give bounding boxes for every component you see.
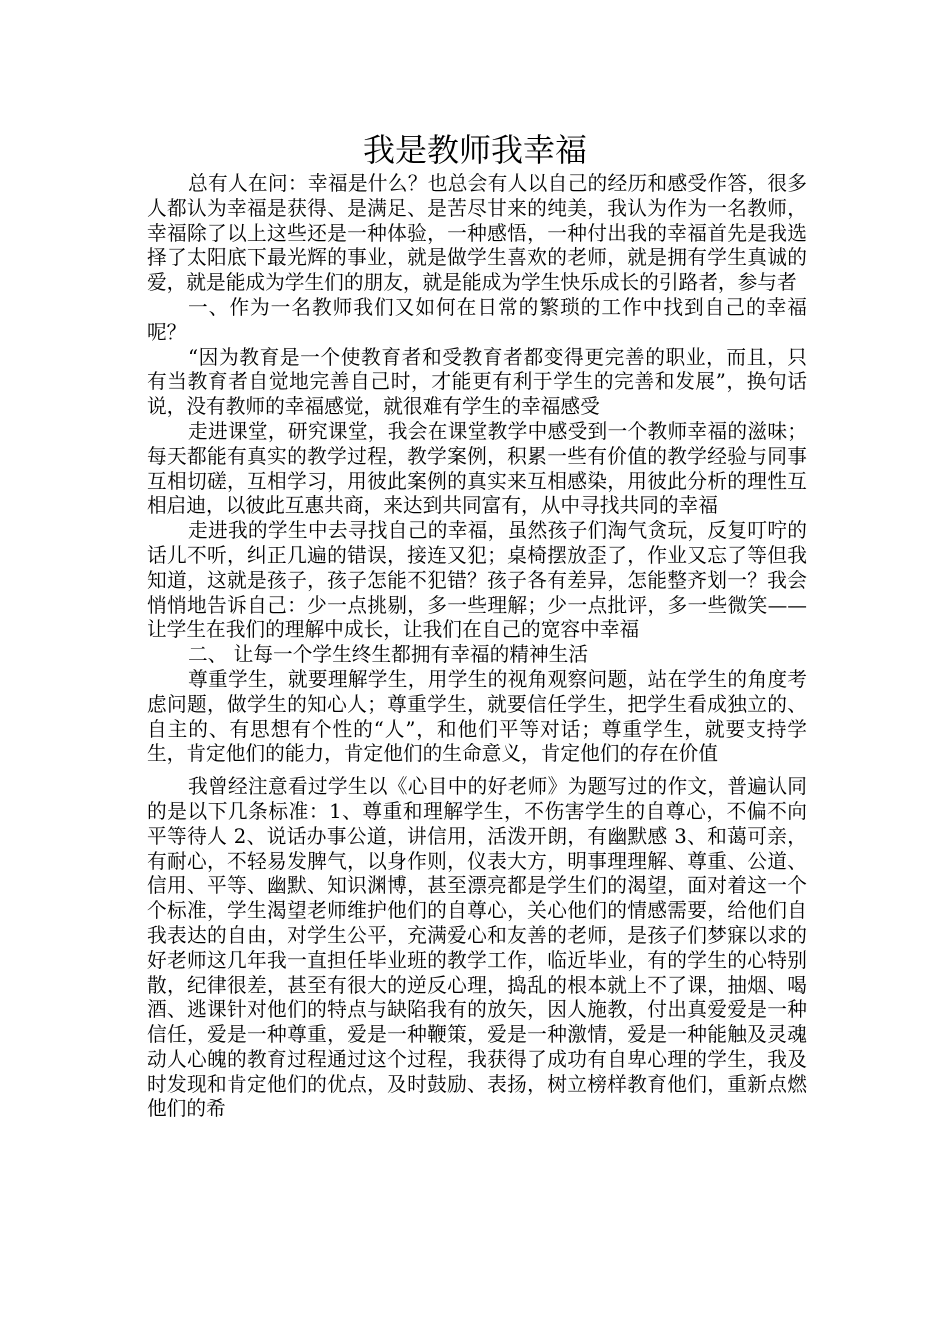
paragraph-intro: 总有人在问：幸福是什么？也总会有人以自己的经历和感受作答，很多人都认为幸福是获得、是满足、是苦尽甘来的纯美，我认为作为一名教师，幸福除了以上这些还是一种体验，一种感悟，一种付出我的幸福首先是我选择了太阳底下最光辉的事业，就是做学生喜欢的老师，就是拥有学生真诚的爱，就是能成为学生们的朋友，就是能成为学生快乐成长的引路者，参与者 (147, 172, 807, 295)
paragraph-section-one-heading: 一、作为一名教师我们又如何在日常的繁琐的工作中找到自己的幸福呢？ (147, 295, 807, 344)
document-body (147, 172, 807, 1122)
document-title: 我是教师我幸福 (362, 131, 587, 169)
paragraph-section-two-heading: 二、 让每一个学生终生都拥有幸福的精神生活 (188, 643, 589, 667)
paragraph-students: 走进我的学生中去寻找自己的幸福，虽然孩子们淘气贪玩，反复叮咛的话儿不听，纠正几遍的错误，接连又犯；桌椅摆放歪了，作业又忘了等但我知道，这就是孩子，孩子怎能不犯错？孩子各有差异，怎能整齐划一？我会悄悄地告诉自己：少一点挑剔，多一些理解；少一点批评，多一些微笑——让学生在我们的理解中成长，让我们在自己的宽容中幸福 (147, 519, 807, 642)
paragraph-good-teacher: 我曾经注意看过学生以《心目中的好老师》为题写过的作文，普遍认同的是以下几条标准：1、尊重和理解学生，不伤害学生的自尊心，不偏不向平等待人 2、说话办事公道，讲信用，活泼开朗，有幽默感 3、和蔼可亲，有耐心，不轻易发脾气，以身作则，仪表大方，明事理理解、尊重、公道、信用、平等、幽默、知识渊博，甚至漂亮都是学生们的渴望，面对着这一个个标准，学生渴望老师维护他们的自尊心，关心他们的情感需要，给他们自我表达的自由，对学生公平，充满爱心和友善的老师，是孩子们梦寐以求的好老师这几年我一直担任毕业班的教学工作，临近毕业，有的学生的心特别散，纪律很差，甚至有很大的逆反心理，捣乱的根本就上不了课，抽烟、喝酒、逃课针对他们的特点与缺陷我有的放矢，因人施教，付出真爱爱是一种信任，爱是一种尊重，爱是一种鞭策，爱是一种激情，爱是一种能触及灵魂动人心魄的教育过程通过这个过程，我获得了成功有自卑心理的学生，我及时发现和肯定他们的优点，及时鼓励、表扬，树立榜样教育他们，重新点燃他们的希 (147, 775, 807, 1121)
paragraph-quote: “因为教育是一个使教育者和受教育者都变得更完善的职业，而且，只有当教育者自觉地完善自己时，才能更有利于学生的完善和发展”，换句话说，没有教师的幸福感觉，就很难有学生的幸福感受 (147, 345, 807, 419)
paragraph-classroom: 走进课堂，研究课堂，我会在课堂教学中感受到一个教师幸福的滋味；每天都能有真实的教学过程，教学案例，积累一些有价值的教学经验与同事互相切磋，互相学习，用彼此案例的真实来互相感染，用彼此分析的理性互相启迪，以彼此互惠共商，来达到共同富有，从中寻找共同的幸福 (147, 419, 807, 518)
paragraph-respect: 尊重学生，就要理解学生，用学生的视角观察问题，站在学生的角度考虑问题，做学生的知心人；尊重学生，就要信任学生，把学生看成独立的、自主的、有思想有个性的“人”，和他们平等对话；尊重学生，就要支持学生，肯定他们的能力，肯定他们的生命意义，肯定他们的存在价值 (147, 667, 807, 766)
